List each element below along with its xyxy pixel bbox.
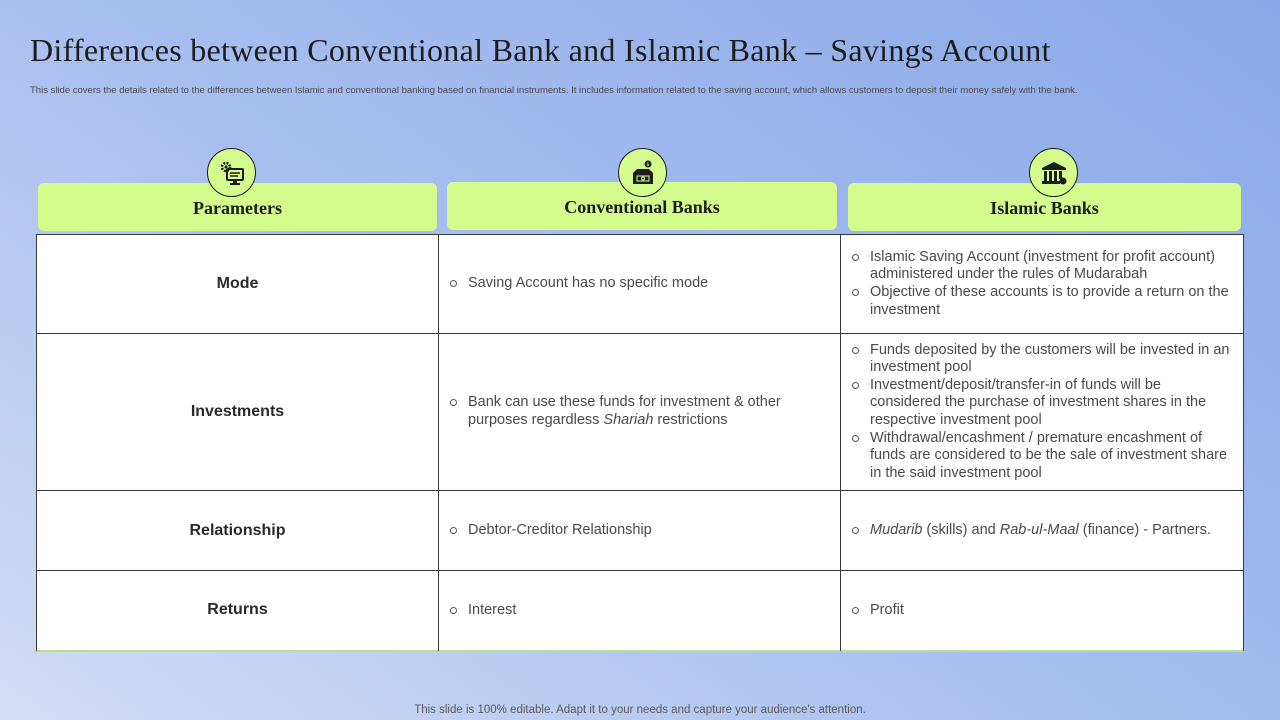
islamic-cell	[841, 571, 1243, 651]
param-cell: Investments	[37, 334, 439, 490]
param-cell: Mode	[37, 235, 439, 333]
settings-monitor-icon	[207, 148, 256, 197]
list-item: Debtor-Creditor Relationship	[449, 522, 652, 540]
islamic-cell	[841, 334, 1243, 490]
svg-text:$: $	[645, 161, 650, 168]
list-item: Funds deposited by the customers will be invested in an investment pool	[851, 342, 1235, 377]
header-parameters-label: Parameters	[193, 197, 282, 218]
conventional-cell	[439, 571, 841, 651]
text-segment: (skills) and	[922, 521, 1000, 538]
list-item: Objective of these accounts is to provide a return on the investment	[851, 284, 1235, 319]
slide-title: Differences between Conventional Bank and Islamic Bank – Savings Account	[30, 32, 1051, 68]
money-safe-icon	[618, 148, 667, 197]
text-emphasis: Mudarib	[870, 521, 923, 538]
list-item: Withdrawal/encashment / premature encashment of funds are considered to be the sale of investment share in the said investment pool	[851, 430, 1235, 483]
comparison-table	[36, 234, 1244, 652]
slide-subtitle: This slide covers the details related to the differences between Islamic and conventional banking based on financial instruments. It includes information related to the saving account, which allows customers to deposit their money safely with the bank.	[30, 85, 1078, 96]
bank-building-icon	[1029, 148, 1078, 197]
islamic-cell	[841, 235, 1243, 333]
param-cell: Returns	[37, 571, 439, 651]
param-cell: Relationship	[37, 491, 439, 570]
table-row-investments	[37, 334, 1243, 491]
conventional-cell	[439, 491, 841, 570]
footer-note: This slide is 100% editable. Adapt it to your needs and capture your audience's attention.	[414, 704, 866, 716]
table-row-returns	[37, 571, 1243, 651]
list-item	[449, 394, 826, 429]
list-item: Saving Account has no specific mode	[449, 275, 708, 293]
text-segment: Bank can use these funds for investment & other purposes regardless	[468, 394, 781, 428]
text-segment: (finance) - Partners.	[1078, 521, 1211, 538]
table-row-relationship	[37, 491, 1243, 571]
list-item: Islamic Saving Account (investment for profit account) administered under the rules of Mudarabah	[851, 249, 1235, 284]
conventional-cell	[439, 235, 841, 333]
list-item: Investment/deposit/transfer-in of funds will be considered the purchase of investment shares in the respective investment pool	[851, 377, 1235, 430]
text-segment: restrictions	[653, 412, 728, 428]
list-item: Profit	[851, 602, 904, 620]
list-item	[851, 522, 1211, 540]
list-item: Interest	[449, 602, 516, 620]
islamic-cell	[841, 491, 1243, 570]
header-islamic-label: Islamic Banks	[990, 197, 1099, 218]
text-emphasis: Shariah	[603, 412, 654, 428]
conventional-cell	[439, 334, 841, 490]
text-emphasis: Rab-ul-Maal	[999, 521, 1079, 538]
table-row-mode	[37, 235, 1243, 334]
header-conventional-label: Conventional Banks	[564, 196, 720, 217]
